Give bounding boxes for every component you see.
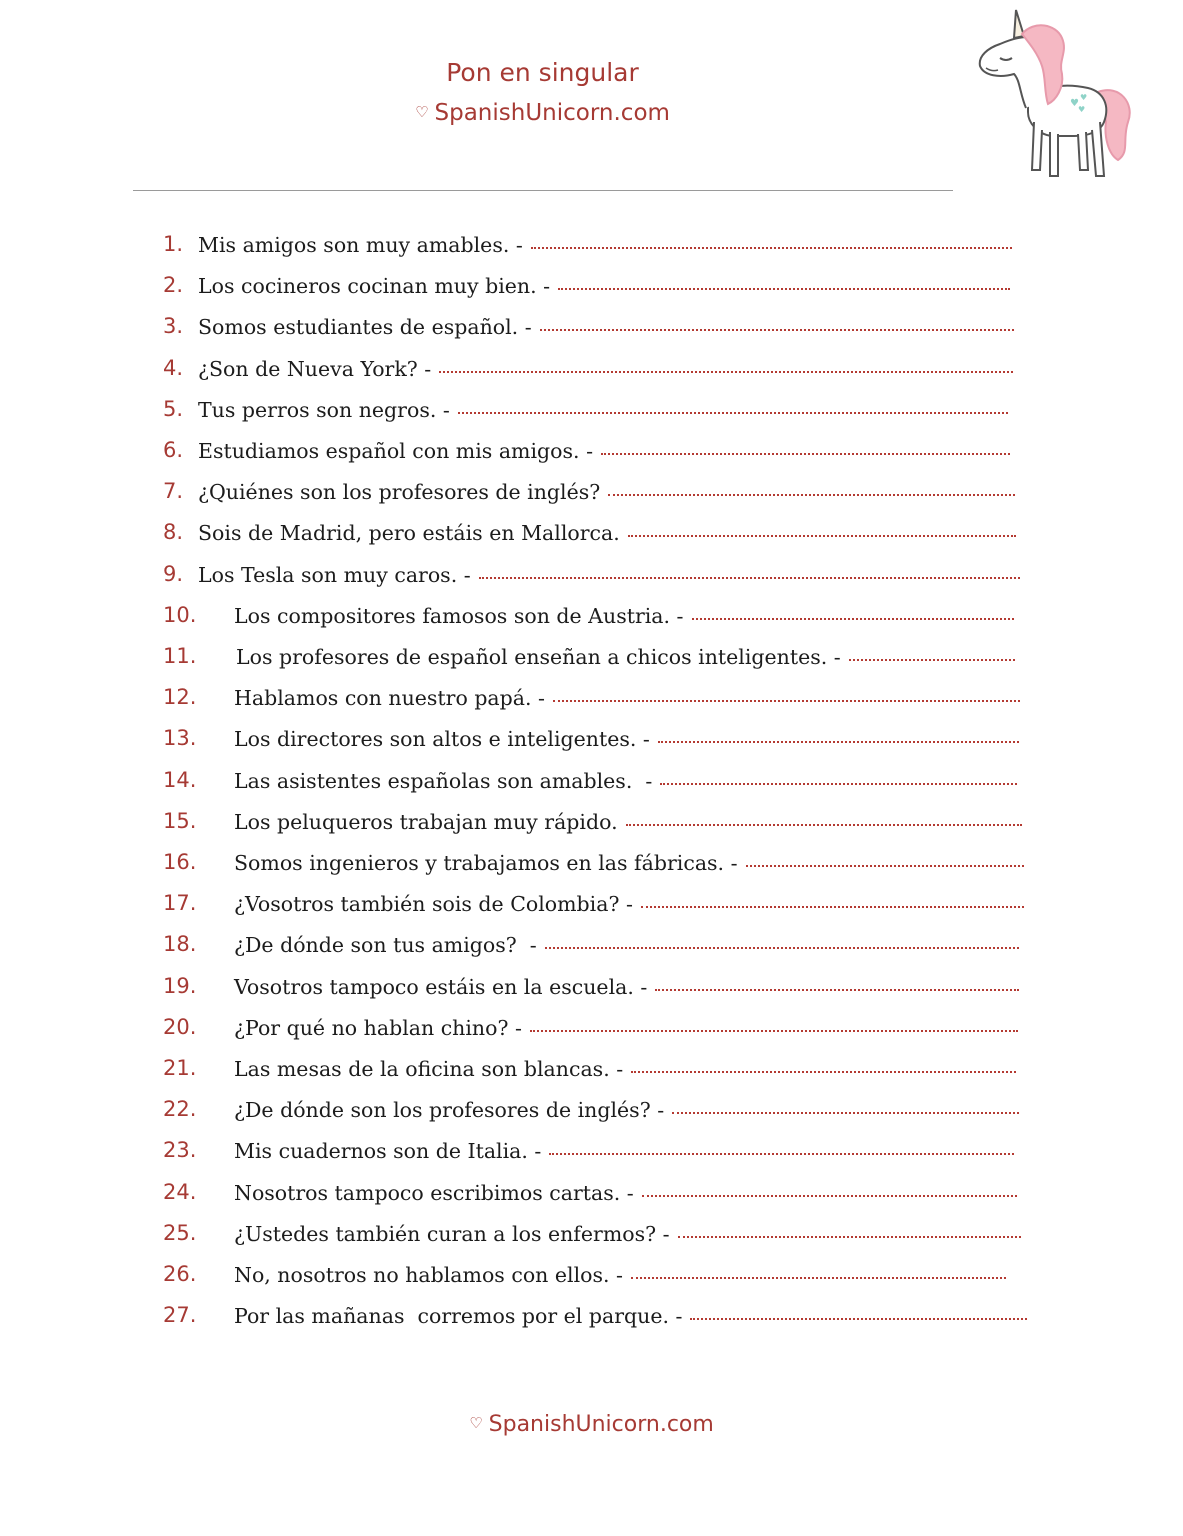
exercise-item <box>0 1180 1183 1221</box>
exercise-number: 25. <box>163 1220 197 1245</box>
exercise-sentence: Somos ingenieros y trabajamos en las fábricas. - <box>234 851 738 875</box>
exercise-number: 11. <box>163 644 197 668</box>
exercise-item <box>0 1138 1183 1179</box>
exercise-sentence: Mis amigos son muy amables. - <box>198 233 523 257</box>
exercise-sentence-line <box>198 521 1016 545</box>
exercise-sentence-line <box>234 686 1020 710</box>
exercise-item <box>0 438 1183 479</box>
exercise-number: 3. <box>163 314 184 339</box>
answer-blank[interactable] <box>628 533 1016 537</box>
exercise-sentence: Mis cuadernos son de Italia. - <box>234 1139 542 1164</box>
exercise-number: 16. <box>163 850 197 874</box>
answer-blank[interactable] <box>642 1193 1017 1197</box>
exercise-sentence-line <box>234 975 1019 999</box>
exercise-number: 13. <box>163 726 197 751</box>
exercise-item <box>0 974 1183 1015</box>
answer-blank[interactable] <box>692 616 1015 620</box>
exercise-sentence: Nosotros tampoco escribimos cartas. - <box>234 1180 634 1205</box>
unicorn-icon <box>970 4 1138 182</box>
exercise-sentence-line <box>198 480 1015 504</box>
answer-blank[interactable] <box>658 739 1019 743</box>
exercise-number: 23. <box>163 1138 197 1163</box>
svg-text:♥: ♥ <box>1080 93 1088 102</box>
answer-blank[interactable] <box>545 945 1019 949</box>
exercise-sentence: ¿Quiénes son los profesores de inglés? <box>198 480 601 505</box>
answer-blank[interactable] <box>549 1151 1014 1155</box>
answer-blank[interactable] <box>439 369 1013 373</box>
exercise-sentence: Los compositores famosos son de Austria. - <box>234 603 684 628</box>
exercise-item <box>0 1221 1183 1262</box>
heart-icon: ♡ <box>415 103 429 121</box>
exercise-item <box>0 562 1183 603</box>
exercise-sentence: Tus perros son negros. - <box>198 397 450 422</box>
exercise-number: 7. <box>163 479 184 504</box>
exercise-sentence: ¿Vosotros también sois de Colombia? - <box>234 892 633 917</box>
exercise-sentence-line <box>198 439 1010 463</box>
exercise-number: 6. <box>163 438 184 462</box>
exercise-sentence-line <box>234 1222 1021 1246</box>
exercise-item <box>0 479 1183 520</box>
exercise-sentence-line <box>198 357 1013 381</box>
answer-blank[interactable] <box>672 1110 1019 1114</box>
exercise-number: 21. <box>163 1056 197 1080</box>
answer-blank[interactable] <box>553 698 1020 702</box>
exercise-number: 2. <box>163 273 184 298</box>
exercise-sentence-line <box>198 563 1020 587</box>
exercise-number: 24. <box>163 1179 197 1204</box>
exercise-sentence-line <box>234 810 1022 834</box>
exercise-item <box>0 1056 1183 1097</box>
answer-blank[interactable] <box>540 327 1014 331</box>
header-divider <box>133 190 953 191</box>
exercise-item <box>0 1262 1183 1303</box>
exercise-sentence-line <box>234 1057 1016 1081</box>
exercise-item <box>0 1015 1183 1056</box>
answer-blank[interactable] <box>608 492 1015 496</box>
exercise-item <box>0 768 1183 809</box>
exercise-sentence-line <box>234 933 1019 957</box>
exercise-number: 17. <box>163 891 197 916</box>
exercise-sentence: Los cocineros cocinan muy bien. - <box>198 274 551 299</box>
exercise-sentence: ¿Son de Nueva York? - <box>198 356 432 381</box>
answer-blank[interactable] <box>626 822 1022 826</box>
answer-blank[interactable] <box>601 451 1010 455</box>
exercise-sentence: ¿Ustedes también curan a los enfermos? - <box>234 1221 670 1246</box>
exercise-item <box>0 273 1183 314</box>
answer-blank[interactable] <box>660 781 1017 785</box>
answer-blank[interactable] <box>558 286 1010 290</box>
exercise-item <box>0 685 1183 726</box>
exercise-item <box>0 356 1183 397</box>
exercise-number: 20. <box>163 1014 197 1039</box>
exercise-number: 1. <box>163 232 184 256</box>
svg-text:♥: ♥ <box>1078 105 1086 114</box>
answer-blank[interactable] <box>746 863 1024 867</box>
exercise-sentence-line <box>236 645 1015 669</box>
exercise-item <box>0 726 1183 767</box>
exercise-number: 22. <box>163 1097 197 1122</box>
exercise-sentence: Las asistentes españolas son amables. - <box>234 768 653 793</box>
exercise-number: 26. <box>163 1262 197 1286</box>
exercise-sentence: Los directores son altos e inteligentes. - <box>234 727 650 752</box>
exercise-item <box>0 932 1183 973</box>
exercise-number: 5. <box>163 396 184 421</box>
answer-blank[interactable] <box>678 1234 1021 1238</box>
exercise-sentence-line <box>234 1016 1018 1040</box>
exercise-number: 4. <box>163 355 184 380</box>
exercise-item <box>0 1303 1183 1344</box>
exercise-sentence-line <box>234 604 1014 628</box>
exercise-sentence: ¿De dónde son tus amigos? - <box>234 933 537 958</box>
exercise-number: 14. <box>163 767 197 792</box>
answer-blank[interactable] <box>479 575 1020 579</box>
exercise-sentence: Los profesores de español enseñan a chicos inteligentes. - <box>236 645 841 669</box>
answer-blank[interactable] <box>631 1069 1016 1073</box>
answer-blank[interactable] <box>530 1028 1018 1032</box>
exercise-sentence: Los peluqueros trabajan muy rápido. <box>234 809 618 834</box>
exercise-sentence-line <box>234 851 1024 875</box>
exercise-sentence-line <box>234 1263 1006 1287</box>
exercise-item <box>0 891 1183 932</box>
exercise-number: 27. <box>163 1303 197 1328</box>
exercise-sentence-line <box>234 727 1019 751</box>
exercise-sentence: ¿De dónde son los profesores de inglés? - <box>234 1098 665 1123</box>
exercise-sentence: Sois de Madrid, pero estáis en Mallorca. <box>198 521 620 546</box>
exercise-item <box>0 850 1183 891</box>
exercise-sentence-line <box>198 233 1012 257</box>
svg-text:♥: ♥ <box>1070 98 1079 109</box>
exercise-sentence-line <box>234 1304 1027 1328</box>
site-credit <box>0 100 1085 126</box>
exercise-sentence: Estudiamos español con mis amigos. - <box>198 439 593 463</box>
exercise-sentence-line <box>234 1098 1019 1122</box>
exercise-sentence: No, nosotros no hablamos con ellos. - <box>234 1263 623 1287</box>
exercise-number: 18. <box>163 932 197 957</box>
exercise-sentence-line <box>198 398 1008 422</box>
exercise-sentence: Las mesas de la oficina son blancas. - <box>234 1057 624 1081</box>
exercise-sentence: Hablamos con nuestro papá. - <box>234 686 545 711</box>
exercise-sentence-line <box>234 1181 1017 1205</box>
answer-blank[interactable] <box>690 1316 1027 1320</box>
exercise-sentence-line <box>198 315 1014 339</box>
answer-blank[interactable] <box>458 410 1008 414</box>
exercise-number: 8. <box>163 520 184 545</box>
exercise-sentence: Somos estudiantes de español. - <box>198 315 532 340</box>
exercise-sentence-line <box>234 892 1024 916</box>
exercise-item <box>0 1097 1183 1138</box>
exercise-number: 15. <box>163 808 197 833</box>
exercise-number: 9. <box>163 561 184 586</box>
exercise-sentence: ¿Por qué no hablan chino? - <box>234 1015 522 1040</box>
exercise-item <box>0 232 1183 273</box>
exercise-item <box>0 603 1183 644</box>
footer-site-name: SpanishUnicorn.com <box>488 1412 714 1437</box>
exercise-item <box>0 644 1183 685</box>
exercise-item <box>0 314 1183 355</box>
exercise-item <box>0 520 1183 561</box>
exercise-number: 19. <box>163 973 197 998</box>
exercise-item <box>0 809 1183 850</box>
footer-credit <box>0 1412 1183 1437</box>
exercise-sentence: Vosotros tampoco estáis en la escuela. - <box>234 974 648 999</box>
exercise-number: 12. <box>163 685 197 710</box>
answer-blank[interactable] <box>631 1275 1006 1279</box>
heart-icon: ♡ <box>469 1414 483 1432</box>
answer-blank[interactable] <box>655 987 1019 991</box>
worksheet-title: Pon en singular <box>446 58 639 87</box>
exercise-sentence: Por las mañanas corremos por el parque. - <box>234 1304 683 1329</box>
answer-blank[interactable] <box>531 245 1012 249</box>
site-name: SpanishUnicorn.com <box>434 100 670 126</box>
exercise-sentence: Los Tesla son muy caros. - <box>198 562 471 587</box>
exercise-sentence-line <box>234 769 1017 793</box>
answer-blank[interactable] <box>641 904 1024 908</box>
exercise-sentence-line <box>198 274 1010 298</box>
answer-blank[interactable] <box>849 657 1015 661</box>
exercise-sentence-line <box>234 1139 1014 1163</box>
exercise-item <box>0 397 1183 438</box>
exercise-number: 10. <box>163 602 197 627</box>
